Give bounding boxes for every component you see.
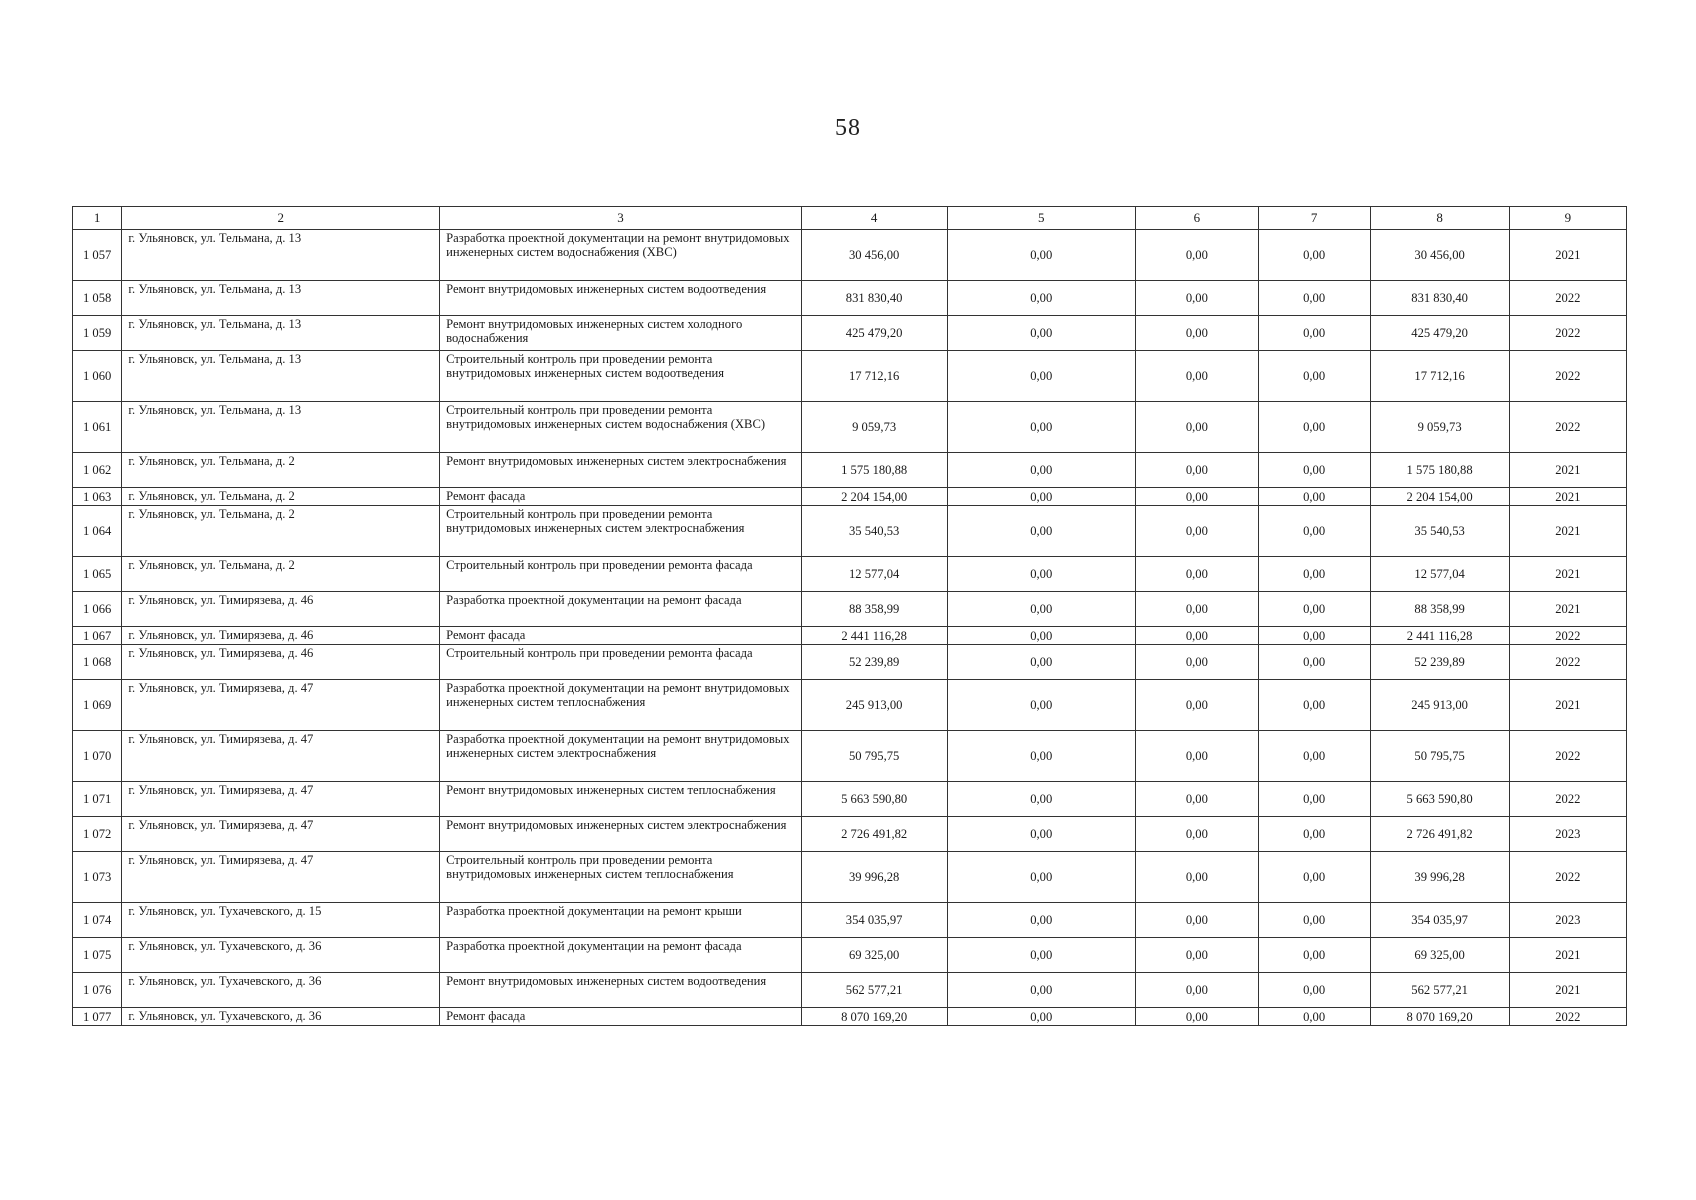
- amount-col5-cell: 0,00: [947, 592, 1135, 627]
- amount-col8-cell: 2 441 116,28: [1370, 627, 1509, 645]
- work-type-cell: Ремонт фасада: [440, 488, 802, 506]
- year-cell: 2022: [1509, 281, 1626, 316]
- amount-col8-cell: 17 712,16: [1370, 351, 1509, 402]
- amount-col6-cell: 0,00: [1136, 488, 1259, 506]
- address-cell: г. Ульяновск, ул. Тельмана, д. 13: [122, 402, 440, 453]
- col-header-7: 7: [1258, 207, 1370, 230]
- col-header-9: 9: [1509, 207, 1626, 230]
- amount-col8-cell: 88 358,99: [1370, 592, 1509, 627]
- amount-col7-cell: 0,00: [1258, 557, 1370, 592]
- amount-col5-cell: 0,00: [947, 557, 1135, 592]
- address-cell: г. Ульяновск, ул. Тимирязева, д. 46: [122, 645, 440, 680]
- work-type-cell: Разработка проектной документации на ремонт внутридомовых инженерных систем электроснабжения: [440, 731, 802, 782]
- amount-col7-cell: 0,00: [1258, 627, 1370, 645]
- amount-total-cell: 35 540,53: [801, 506, 947, 557]
- amount-total-cell: 52 239,89: [801, 645, 947, 680]
- year-cell: 2021: [1509, 680, 1626, 731]
- amount-col5-cell: 0,00: [947, 351, 1135, 402]
- amount-col8-cell: 35 540,53: [1370, 506, 1509, 557]
- work-type-cell: Ремонт внутридомовых инженерных систем водоотведения: [440, 973, 802, 1008]
- amount-col5-cell: 0,00: [947, 645, 1135, 680]
- year-cell: 2021: [1509, 488, 1626, 506]
- row-number: 1 061: [73, 402, 122, 453]
- amount-col8-cell: 354 035,97: [1370, 903, 1509, 938]
- table-row: [73, 645, 1627, 680]
- row-number: 1 076: [73, 973, 122, 1008]
- work-type-cell: Ремонт внутридомовых инженерных систем холодного водоснабжения: [440, 316, 802, 351]
- amount-col6-cell: 0,00: [1136, 903, 1259, 938]
- address-cell: г. Ульяновск, ул. Тимирязева, д. 47: [122, 782, 440, 817]
- amount-col8-cell: 12 577,04: [1370, 557, 1509, 592]
- amount-col8-cell: 9 059,73: [1370, 402, 1509, 453]
- address-cell: г. Ульяновск, ул. Тимирязева, д. 47: [122, 852, 440, 903]
- work-type-cell: Ремонт внутридомовых инженерных систем теплоснабжения: [440, 782, 802, 817]
- row-number: 1 072: [73, 817, 122, 852]
- table-row: [73, 903, 1627, 938]
- address-cell: г. Ульяновск, ул. Тимирязева, д. 47: [122, 680, 440, 731]
- year-cell: 2022: [1509, 351, 1626, 402]
- table-row: [73, 402, 1627, 453]
- year-cell: 2021: [1509, 557, 1626, 592]
- amount-col8-cell: 5 663 590,80: [1370, 782, 1509, 817]
- row-number: 1 066: [73, 592, 122, 627]
- address-cell: г. Ульяновск, ул. Тельмана, д. 13: [122, 351, 440, 402]
- table-body: [73, 230, 1627, 1026]
- table-row: [73, 627, 1627, 645]
- work-type-cell: Ремонт внутридомовых инженерных систем электроснабжения: [440, 817, 802, 852]
- amount-col6-cell: 0,00: [1136, 645, 1259, 680]
- year-cell: 2022: [1509, 852, 1626, 903]
- amount-col5-cell: 0,00: [947, 506, 1135, 557]
- amount-col7-cell: 0,00: [1258, 645, 1370, 680]
- amount-col8-cell: 52 239,89: [1370, 645, 1509, 680]
- amount-col8-cell: 831 830,40: [1370, 281, 1509, 316]
- amount-col5-cell: 0,00: [947, 1008, 1135, 1026]
- amount-total-cell: 30 456,00: [801, 230, 947, 281]
- amount-col6-cell: 0,00: [1136, 592, 1259, 627]
- amount-col6-cell: 0,00: [1136, 281, 1259, 316]
- amount-col7-cell: 0,00: [1258, 817, 1370, 852]
- table-row: [73, 351, 1627, 402]
- amount-col5-cell: 0,00: [947, 731, 1135, 782]
- amount-col5-cell: 0,00: [947, 817, 1135, 852]
- amount-col8-cell: 39 996,28: [1370, 852, 1509, 903]
- amount-total-cell: 562 577,21: [801, 973, 947, 1008]
- amount-col5-cell: 0,00: [947, 852, 1135, 903]
- row-number: 1 058: [73, 281, 122, 316]
- amount-col5-cell: 0,00: [947, 903, 1135, 938]
- work-type-cell: Разработка проектной документации на ремонт внутридомовых инженерных систем теплоснабжения: [440, 680, 802, 731]
- row-number: 1 059: [73, 316, 122, 351]
- amount-total-cell: 50 795,75: [801, 731, 947, 782]
- row-number: 1 065: [73, 557, 122, 592]
- amount-col7-cell: 0,00: [1258, 903, 1370, 938]
- amount-col8-cell: 8 070 169,20: [1370, 1008, 1509, 1026]
- address-cell: г. Ульяновск, ул. Тухачевского, д. 15: [122, 903, 440, 938]
- row-number: 1 069: [73, 680, 122, 731]
- amount-col7-cell: 0,00: [1258, 731, 1370, 782]
- col-header-1: 1: [73, 207, 122, 230]
- col-header-6: 6: [1136, 207, 1259, 230]
- work-type-cell: Разработка проектной документации на ремонт фасада: [440, 938, 802, 973]
- amount-col7-cell: 0,00: [1258, 488, 1370, 506]
- amount-total-cell: 245 913,00: [801, 680, 947, 731]
- address-cell: г. Ульяновск, ул. Тельмана, д. 2: [122, 453, 440, 488]
- amount-col8-cell: 425 479,20: [1370, 316, 1509, 351]
- row-number: 1 067: [73, 627, 122, 645]
- amount-total-cell: 2 726 491,82: [801, 817, 947, 852]
- amount-col5-cell: 0,00: [947, 782, 1135, 817]
- amount-col7-cell: 0,00: [1258, 680, 1370, 731]
- table-row: [73, 506, 1627, 557]
- table-row: [73, 592, 1627, 627]
- table-row: [73, 281, 1627, 316]
- amount-col7-cell: 0,00: [1258, 782, 1370, 817]
- address-cell: г. Ульяновск, ул. Тельмана, д. 2: [122, 506, 440, 557]
- work-type-cell: Ремонт внутридомовых инженерных систем электроснабжения: [440, 453, 802, 488]
- amount-total-cell: 39 996,28: [801, 852, 947, 903]
- amount-col5-cell: 0,00: [947, 230, 1135, 281]
- amount-col6-cell: 0,00: [1136, 973, 1259, 1008]
- amount-col7-cell: 0,00: [1258, 592, 1370, 627]
- amount-col6-cell: 0,00: [1136, 852, 1259, 903]
- amount-col7-cell: 0,00: [1258, 230, 1370, 281]
- amount-total-cell: 831 830,40: [801, 281, 947, 316]
- row-number: 1 063: [73, 488, 122, 506]
- address-cell: г. Ульяновск, ул. Тельмана, д. 13: [122, 230, 440, 281]
- address-cell: г. Ульяновск, ул. Тухачевского, д. 36: [122, 1008, 440, 1026]
- work-type-cell: Строительный контроль при проведении ремонта фасада: [440, 557, 802, 592]
- amount-total-cell: 17 712,16: [801, 351, 947, 402]
- amount-col7-cell: 0,00: [1258, 402, 1370, 453]
- amount-col7-cell: 0,00: [1258, 506, 1370, 557]
- col-header-3: 3: [440, 207, 802, 230]
- header-row: [73, 207, 1627, 230]
- row-number: 1 062: [73, 453, 122, 488]
- work-type-cell: Строительный контроль при проведении ремонта внутридомовых инженерных систем водоотведения: [440, 351, 802, 402]
- table-row: [73, 230, 1627, 281]
- row-number: 1 071: [73, 782, 122, 817]
- amount-col8-cell: 50 795,75: [1370, 731, 1509, 782]
- address-cell: г. Ульяновск, ул. Тимирязева, д. 47: [122, 731, 440, 782]
- year-cell: 2021: [1509, 230, 1626, 281]
- row-number: 1 060: [73, 351, 122, 402]
- row-number: 1 068: [73, 645, 122, 680]
- year-cell: 2022: [1509, 1008, 1626, 1026]
- table-row: [73, 938, 1627, 973]
- work-type-cell: Ремонт фасада: [440, 627, 802, 645]
- row-number: 1 075: [73, 938, 122, 973]
- row-number: 1 070: [73, 731, 122, 782]
- address-cell: г. Ульяновск, ул. Тимирязева, д. 46: [122, 592, 440, 627]
- amount-col7-cell: 0,00: [1258, 973, 1370, 1008]
- amount-col6-cell: 0,00: [1136, 817, 1259, 852]
- work-type-cell: Разработка проектной документации на ремонт фасада: [440, 592, 802, 627]
- row-number: 1 057: [73, 230, 122, 281]
- amount-col5-cell: 0,00: [947, 973, 1135, 1008]
- amount-col6-cell: 0,00: [1136, 680, 1259, 731]
- amount-total-cell: 1 575 180,88: [801, 453, 947, 488]
- amount-col6-cell: 0,00: [1136, 938, 1259, 973]
- amount-col7-cell: 0,00: [1258, 281, 1370, 316]
- amount-total-cell: 69 325,00: [801, 938, 947, 973]
- work-type-cell: Разработка проектной документации на ремонт крыши: [440, 903, 802, 938]
- amount-col5-cell: 0,00: [947, 938, 1135, 973]
- row-number: 1 074: [73, 903, 122, 938]
- table-row: [73, 316, 1627, 351]
- year-cell: 2021: [1509, 453, 1626, 488]
- work-type-cell: Строительный контроль при проведении ремонта фасада: [440, 645, 802, 680]
- year-cell: 2021: [1509, 592, 1626, 627]
- amount-col5-cell: 0,00: [947, 627, 1135, 645]
- col-header-2: 2: [122, 207, 440, 230]
- year-cell: 2021: [1509, 938, 1626, 973]
- year-cell: 2022: [1509, 731, 1626, 782]
- year-cell: 2022: [1509, 402, 1626, 453]
- table-row: [73, 488, 1627, 506]
- work-type-cell: Ремонт внутридомовых инженерных систем водоотведения: [440, 281, 802, 316]
- amount-col6-cell: 0,00: [1136, 782, 1259, 817]
- year-cell: 2023: [1509, 817, 1626, 852]
- amount-col6-cell: 0,00: [1136, 230, 1259, 281]
- table-row: [73, 1008, 1627, 1026]
- amount-col5-cell: 0,00: [947, 488, 1135, 506]
- amount-col8-cell: 2 726 491,82: [1370, 817, 1509, 852]
- work-type-cell: Строительный контроль при проведении ремонта внутридомовых инженерных систем теплоснабжения: [440, 852, 802, 903]
- row-number: 1 073: [73, 852, 122, 903]
- col-header-8: 8: [1370, 207, 1509, 230]
- year-cell: 2021: [1509, 973, 1626, 1008]
- address-cell: г. Ульяновск, ул. Тимирязева, д. 46: [122, 627, 440, 645]
- amount-col8-cell: 30 456,00: [1370, 230, 1509, 281]
- address-cell: г. Ульяновск, ул. Тухачевского, д. 36: [122, 938, 440, 973]
- amount-total-cell: 8 070 169,20: [801, 1008, 947, 1026]
- table-row: [73, 731, 1627, 782]
- page-number: 58: [835, 115, 861, 141]
- amount-col5-cell: 0,00: [947, 316, 1135, 351]
- amount-total-cell: 88 358,99: [801, 592, 947, 627]
- amount-col5-cell: 0,00: [947, 680, 1135, 731]
- amount-col7-cell: 0,00: [1258, 453, 1370, 488]
- year-cell: 2022: [1509, 782, 1626, 817]
- address-cell: г. Ульяновск, ул. Тельмана, д. 13: [122, 316, 440, 351]
- year-cell: 2022: [1509, 627, 1626, 645]
- amount-col5-cell: 0,00: [947, 402, 1135, 453]
- amount-col6-cell: 0,00: [1136, 731, 1259, 782]
- amount-total-cell: 425 479,20: [801, 316, 947, 351]
- work-type-cell: Строительный контроль при проведении ремонта внутридомовых инженерных систем электроснабжения: [440, 506, 802, 557]
- work-type-cell: Разработка проектной документации на ремонт внутридомовых инженерных систем водоснабжения (ХВС): [440, 230, 802, 281]
- amount-col5-cell: 0,00: [947, 281, 1135, 316]
- amount-col8-cell: 1 575 180,88: [1370, 453, 1509, 488]
- amount-total-cell: 354 035,97: [801, 903, 947, 938]
- table-row: [73, 782, 1627, 817]
- amount-col6-cell: 0,00: [1136, 402, 1259, 453]
- work-type-cell: Ремонт фасада: [440, 1008, 802, 1026]
- col-header-5: 5: [947, 207, 1135, 230]
- amount-col8-cell: 2 204 154,00: [1370, 488, 1509, 506]
- table-row: [73, 453, 1627, 488]
- amount-col6-cell: 0,00: [1136, 351, 1259, 402]
- amount-col7-cell: 0,00: [1258, 852, 1370, 903]
- address-cell: г. Ульяновск, ул. Тимирязева, д. 47: [122, 817, 440, 852]
- table-row: [73, 852, 1627, 903]
- amount-total-cell: 2 204 154,00: [801, 488, 947, 506]
- row-number: 1 077: [73, 1008, 122, 1026]
- amount-col8-cell: 245 913,00: [1370, 680, 1509, 731]
- amount-col7-cell: 0,00: [1258, 351, 1370, 402]
- amount-col7-cell: 0,00: [1258, 316, 1370, 351]
- amount-total-cell: 12 577,04: [801, 557, 947, 592]
- row-number: 1 064: [73, 506, 122, 557]
- address-cell: г. Ульяновск, ул. Тельмана, д. 13: [122, 281, 440, 316]
- amount-col5-cell: 0,00: [947, 453, 1135, 488]
- address-cell: г. Ульяновск, ул. Тухачевского, д. 36: [122, 973, 440, 1008]
- amount-col6-cell: 0,00: [1136, 506, 1259, 557]
- repair-program-table: [72, 206, 1627, 1026]
- amount-total-cell: 2 441 116,28: [801, 627, 947, 645]
- table-row: [73, 973, 1627, 1008]
- amount-col6-cell: 0,00: [1136, 453, 1259, 488]
- amount-col8-cell: 69 325,00: [1370, 938, 1509, 973]
- amount-col6-cell: 0,00: [1136, 316, 1259, 351]
- amount-col7-cell: 0,00: [1258, 1008, 1370, 1026]
- amount-total-cell: 9 059,73: [801, 402, 947, 453]
- year-cell: 2022: [1509, 316, 1626, 351]
- amount-total-cell: 5 663 590,80: [801, 782, 947, 817]
- year-cell: 2022: [1509, 645, 1626, 680]
- year-cell: 2023: [1509, 903, 1626, 938]
- amount-col6-cell: 0,00: [1136, 557, 1259, 592]
- amount-col6-cell: 0,00: [1136, 627, 1259, 645]
- address-cell: г. Ульяновск, ул. Тельмана, д. 2: [122, 488, 440, 506]
- amount-col6-cell: 0,00: [1136, 1008, 1259, 1026]
- col-header-4: 4: [801, 207, 947, 230]
- table-row: [73, 557, 1627, 592]
- amount-col7-cell: 0,00: [1258, 938, 1370, 973]
- table-row: [73, 817, 1627, 852]
- address-cell: г. Ульяновск, ул. Тельмана, д. 2: [122, 557, 440, 592]
- year-cell: 2021: [1509, 506, 1626, 557]
- amount-col8-cell: 562 577,21: [1370, 973, 1509, 1008]
- work-type-cell: Строительный контроль при проведении ремонта внутридомовых инженерных систем водоснабжения (ХВС): [440, 402, 802, 453]
- table-row: [73, 680, 1627, 731]
